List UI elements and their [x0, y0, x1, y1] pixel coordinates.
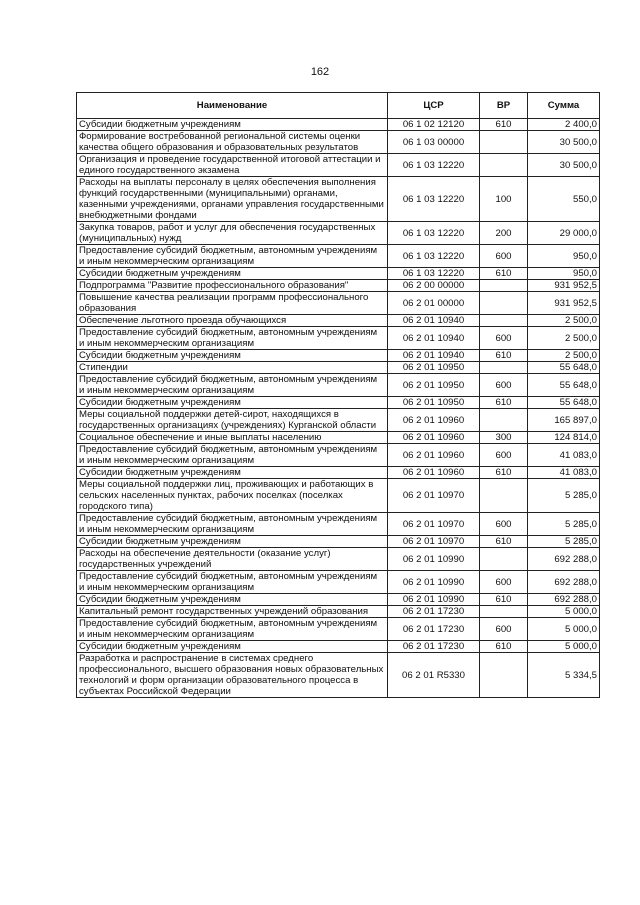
row-csr: 06 2 01 R5330: [388, 653, 480, 698]
table-row: [77, 513, 600, 536]
row-sum: 2 500,0: [528, 350, 600, 362]
row-csr: 06 1 03 12220: [388, 177, 480, 222]
header-csr: ЦСР: [388, 93, 480, 119]
row-name: Социальное обеспечение и иные выплаты населению: [77, 432, 388, 444]
row-vr: [480, 131, 528, 154]
row-sum: 5 285,0: [528, 479, 600, 513]
row-csr: 06 2 01 17230: [388, 641, 480, 653]
row-vr: 610: [480, 119, 528, 131]
row-sum: 5 285,0: [528, 536, 600, 548]
row-vr: 610: [480, 397, 528, 409]
row-csr: 06 1 03 12220: [388, 268, 480, 280]
table-row: [77, 536, 600, 548]
row-csr: 06 1 02 12120: [388, 119, 480, 131]
row-sum: 30 500,0: [528, 131, 600, 154]
row-name: Субсидии бюджетным учреждениям: [77, 536, 388, 548]
row-sum: 5 285,0: [528, 513, 600, 536]
row-sum: 692 288,0: [528, 571, 600, 594]
table-row: [77, 571, 600, 594]
table-row: [77, 594, 600, 606]
row-vr: 610: [480, 594, 528, 606]
row-name: Организация и проведение государственной итоговой аттестации и единого государственного экзамена: [77, 154, 388, 177]
row-name: Закупка товаров, работ и услуг для обеспечения государственных (муниципальных) нужд: [77, 222, 388, 245]
table-row: [77, 467, 600, 479]
row-name: Предоставление субсидий бюджетным, автономным учреждениям и иным некоммерческим организациям: [77, 245, 388, 268]
row-csr: 06 2 01 10990: [388, 548, 480, 571]
table-row: [77, 177, 600, 222]
header-sum: Сумма: [528, 93, 600, 119]
row-name: Субсидии бюджетным учреждениям: [77, 397, 388, 409]
row-csr: 06 2 01 10970: [388, 536, 480, 548]
row-name: Капитальный ремонт государственных учреждений образования: [77, 606, 388, 618]
table-row: [77, 268, 600, 280]
table-row: [77, 327, 600, 350]
row-name: Предоставление субсидий бюджетным, автономным учреждениям и иным некоммерческим организациям: [77, 513, 388, 536]
row-csr: 06 2 01 10990: [388, 571, 480, 594]
row-csr: 06 2 01 10960: [388, 432, 480, 444]
table-body: [77, 119, 600, 698]
table-row: [77, 315, 600, 327]
header-name: Наименование: [77, 93, 388, 119]
row-vr: [480, 362, 528, 374]
row-csr: 06 2 01 10940: [388, 350, 480, 362]
row-csr: 06 1 03 12220: [388, 245, 480, 268]
row-vr: [480, 292, 528, 315]
row-sum: 5 000,0: [528, 641, 600, 653]
table-row: [77, 280, 600, 292]
row-sum: 30 500,0: [528, 154, 600, 177]
row-name: Субсидии бюджетным учреждениям: [77, 467, 388, 479]
page-number: 162: [310, 66, 330, 78]
row-csr: 06 2 01 17230: [388, 618, 480, 641]
header-vr: ВР: [480, 93, 528, 119]
table-row: [77, 432, 600, 444]
table-row: [77, 374, 600, 397]
row-vr: 610: [480, 350, 528, 362]
row-name: Меры социальной поддержки детей-сирот, находящихся в государственных организациях (учреждениях) Курганской области: [77, 409, 388, 432]
row-sum: 55 648,0: [528, 397, 600, 409]
table-row: [77, 222, 600, 245]
row-csr: 06 2 01 10950: [388, 362, 480, 374]
row-vr: [480, 653, 528, 698]
row-csr: 06 2 01 10970: [388, 513, 480, 536]
row-vr: [480, 154, 528, 177]
row-vr: 600: [480, 571, 528, 594]
row-csr: 06 2 01 10950: [388, 374, 480, 397]
row-csr: 06 2 01 10940: [388, 327, 480, 350]
row-sum: 2 400,0: [528, 119, 600, 131]
row-name: Предоставление субсидий бюджетным, автономным учреждениям и иным некоммерческим организациям: [77, 444, 388, 467]
row-csr: 06 2 01 10940: [388, 315, 480, 327]
row-csr: 06 2 01 10960: [388, 409, 480, 432]
row-name: Подпрограмма "Развитие профессионального образования": [77, 280, 388, 292]
row-name: Повышение качества реализации программ профессионального образования: [77, 292, 388, 315]
row-vr: 200: [480, 222, 528, 245]
row-sum: 2 500,0: [528, 327, 600, 350]
row-sum: 5 000,0: [528, 606, 600, 618]
table-row: [77, 548, 600, 571]
row-csr: 06 2 01 10970: [388, 479, 480, 513]
row-csr: 06 2 01 10960: [388, 467, 480, 479]
table-row: [77, 618, 600, 641]
row-csr: 06 2 01 17230: [388, 606, 480, 618]
row-name: Разработка и распространение в системах среднего профессионального, высшего образования новых образовательных технологий и форм организации образовательного процесса в субъектах Российской Федерации: [77, 653, 388, 698]
row-sum: 5 000,0: [528, 618, 600, 641]
row-name: Субсидии бюджетным учреждениям: [77, 119, 388, 131]
row-vr: 600: [480, 618, 528, 641]
budget-table: [76, 92, 600, 698]
table-row: [77, 653, 600, 698]
row-csr: 06 2 01 10960: [388, 444, 480, 467]
row-sum: 165 897,0: [528, 409, 600, 432]
row-csr: 06 1 03 00000: [388, 131, 480, 154]
row-sum: 41 083,0: [528, 467, 600, 479]
row-vr: 600: [480, 327, 528, 350]
row-vr: [480, 280, 528, 292]
row-sum: 5 334,5: [528, 653, 600, 698]
row-sum: 931 952,5: [528, 280, 600, 292]
row-name: Обеспечение льготного проезда обучающихся: [77, 315, 388, 327]
row-vr: 600: [480, 374, 528, 397]
table-row: [77, 154, 600, 177]
row-vr: [480, 606, 528, 618]
row-name: Предоставление субсидий бюджетным, автономным учреждениям и иным некоммерческим организациям: [77, 618, 388, 641]
row-csr: 06 2 00 00000: [388, 280, 480, 292]
row-csr: 06 2 01 10950: [388, 397, 480, 409]
row-name: Формирование востребованной региональной системы оценки качества общего образования и образовательных результатов: [77, 131, 388, 154]
row-vr: [480, 548, 528, 571]
table-row: [77, 350, 600, 362]
table-row: [77, 131, 600, 154]
table-row: [77, 409, 600, 432]
row-vr: [480, 315, 528, 327]
row-sum: 950,0: [528, 245, 600, 268]
row-sum: 692 288,0: [528, 548, 600, 571]
row-vr: 300: [480, 432, 528, 444]
row-vr: [480, 409, 528, 432]
row-sum: 692 288,0: [528, 594, 600, 606]
row-name: Стипендии: [77, 362, 388, 374]
row-sum: 41 083,0: [528, 444, 600, 467]
row-vr: 600: [480, 444, 528, 467]
row-vr: [480, 479, 528, 513]
table-header-row: [77, 93, 600, 119]
row-vr: 600: [480, 513, 528, 536]
row-name: Расходы на обеспечение деятельности (оказание услуг) государственных учреждений: [77, 548, 388, 571]
row-sum: 931 952,5: [528, 292, 600, 315]
row-sum: 29 000,0: [528, 222, 600, 245]
table-row: [77, 245, 600, 268]
row-vr: 610: [480, 268, 528, 280]
row-vr: 100: [480, 177, 528, 222]
row-name: Предоставление субсидий бюджетным, автономным учреждениям и иным некоммерческим организациям: [77, 374, 388, 397]
table-row: [77, 606, 600, 618]
table-row: [77, 397, 600, 409]
table-row: [77, 479, 600, 513]
row-name: Меры социальной поддержки лиц, проживающих и работающих в сельских населенных пунктах, рабочих поселках (поселках городского типа): [77, 479, 388, 513]
row-name: Предоставление субсидий бюджетным, автономным учреждениям и иным некоммерческим организациям: [77, 571, 388, 594]
row-sum: 55 648,0: [528, 362, 600, 374]
table-row: [77, 292, 600, 315]
row-name: Предоставление субсидий бюджетным, автономным учреждениям и иным некоммерческим организациям: [77, 327, 388, 350]
row-name: Субсидии бюджетным учреждениям: [77, 641, 388, 653]
row-vr: 610: [480, 467, 528, 479]
row-name: Расходы на выплаты персоналу в целях обеспечения выполнения функций государственными (муниципальными) органами, казенными учреждениями, органами управления государственными внебюджетными фондами: [77, 177, 388, 222]
table-row: [77, 444, 600, 467]
row-name: Субсидии бюджетным учреждениям: [77, 268, 388, 280]
row-sum: 550,0: [528, 177, 600, 222]
table-row: [77, 119, 600, 131]
row-name: Субсидии бюджетным учреждениям: [77, 350, 388, 362]
row-vr: 610: [480, 536, 528, 548]
table-row: [77, 641, 600, 653]
row-vr: 610: [480, 641, 528, 653]
row-csr: 06 2 01 00000: [388, 292, 480, 315]
row-csr: 06 1 03 12220: [388, 222, 480, 245]
row-sum: 55 648,0: [528, 374, 600, 397]
row-csr: 06 2 01 10990: [388, 594, 480, 606]
row-sum: 124 814,0: [528, 432, 600, 444]
row-sum: 950,0: [528, 268, 600, 280]
row-sum: 2 500,0: [528, 315, 600, 327]
table-row: [77, 362, 600, 374]
row-name: Субсидии бюджетным учреждениям: [77, 594, 388, 606]
row-csr: 06 1 03 12220: [388, 154, 480, 177]
row-vr: 600: [480, 245, 528, 268]
